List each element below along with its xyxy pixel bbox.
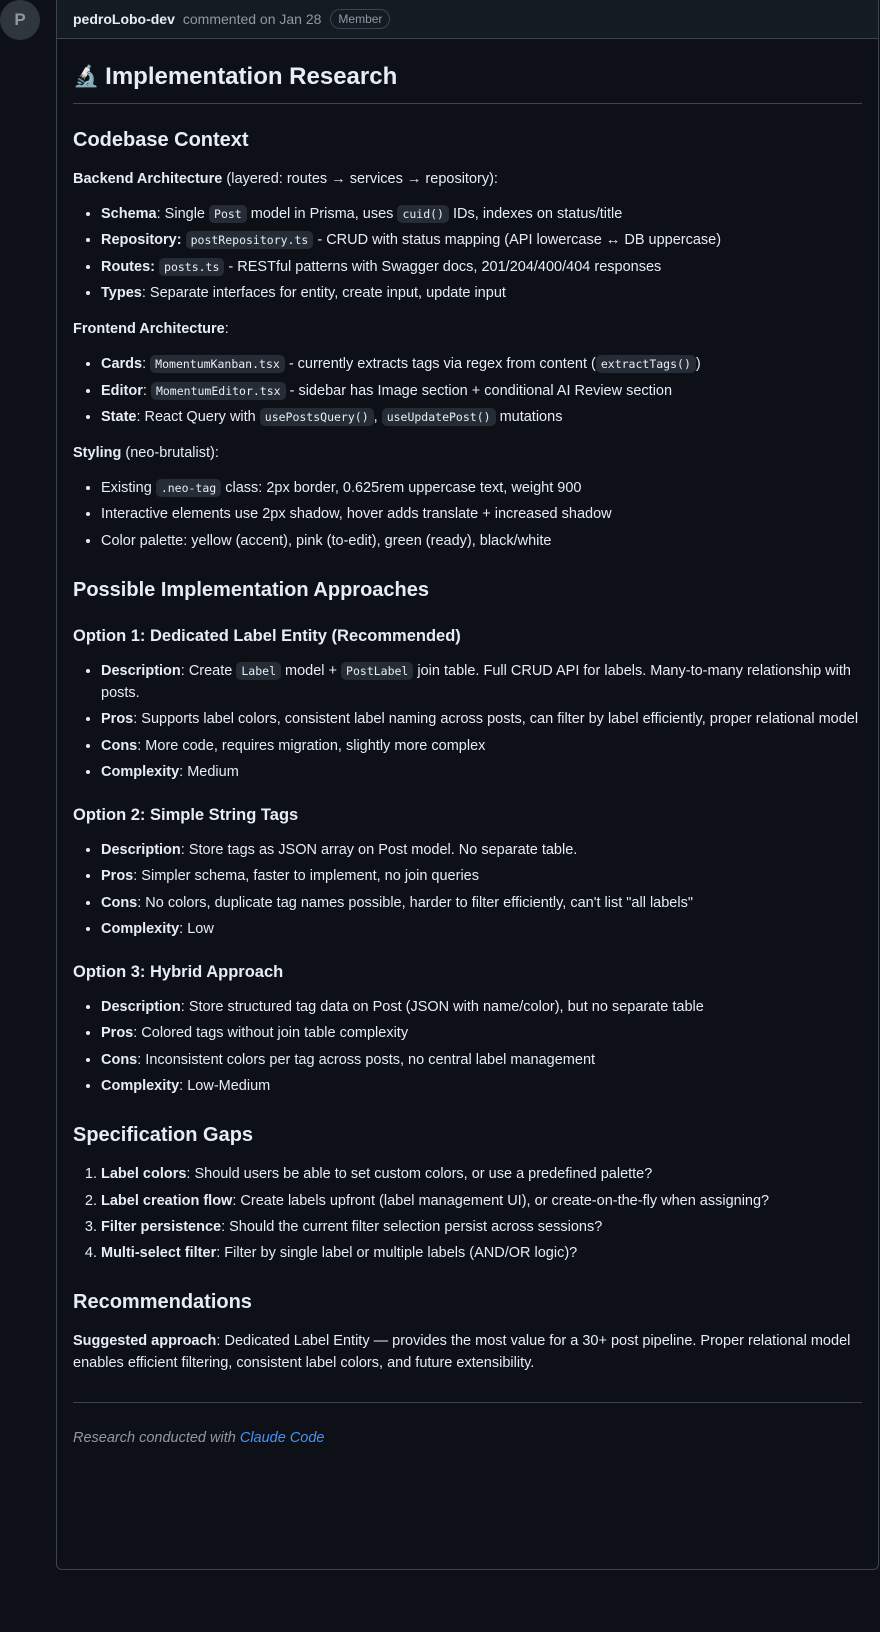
list-item	[101, 353, 862, 375]
item-text: : No colors, duplicate tag names possible, harder to filter efficiently, can't list "all labels"	[137, 894, 693, 911]
item-term: Repository:	[101, 232, 182, 249]
item-text: : Single	[156, 206, 210, 222]
item-text: Existing	[101, 479, 156, 496]
backend-label: Backend Architecture	[73, 171, 223, 187]
list-item	[101, 708, 862, 730]
item-text: : Store structured tag data on Post (JSON with name/color), but no separate table	[180, 999, 704, 1016]
backend-list	[73, 203, 862, 304]
item-term: Filter persistence	[101, 1219, 222, 1236]
item-text: : Low-Medium	[179, 1078, 271, 1095]
item-text: : Supports label colors, consistent label naming across posts, can filter by label efficiently, proper relational model	[133, 711, 859, 728]
item-text: class: 2px border, 0.625rem uppercase text, weight 900	[221, 479, 582, 496]
item-term: Cons	[101, 1051, 138, 1068]
list-item	[101, 918, 862, 940]
footer-note	[73, 1427, 862, 1449]
item-term: Description	[101, 999, 181, 1016]
item-text	[182, 232, 186, 248]
author-avatar[interactable]	[0, 0, 40, 40]
list-item	[101, 660, 862, 704]
inline-code: PostLabel	[341, 662, 413, 680]
item-text: IDs, indexes on status/title	[448, 206, 623, 222]
item-term: Multi-select filter	[101, 1245, 217, 1262]
member-badge: Member	[330, 9, 390, 29]
list-item	[101, 282, 862, 304]
gaps-heading: Specification Gaps	[73, 1124, 254, 1147]
gaps-list	[73, 1163, 862, 1264]
frontend-label: Frontend Architecture	[73, 321, 225, 338]
item-term: Label creation flow	[101, 1192, 233, 1209]
list-item	[101, 1049, 862, 1071]
divider	[73, 1402, 862, 1403]
claude-code-link[interactable]: Claude Code	[239, 1430, 325, 1447]
item-term: Description	[101, 841, 181, 858]
item-term: Pros	[101, 711, 134, 728]
list-item	[101, 503, 862, 525]
microscope-icon: 🔬	[73, 65, 100, 88]
item-text: : Create	[180, 662, 237, 679]
item-text: : Store tags as JSON array on Post model. No separate table.	[180, 841, 578, 858]
comment-header	[57, 0, 878, 39]
item-text: join table. Full CRUD API for labels. Many-to-many relationship with posts.	[101, 662, 851, 701]
page-title-text: Implementation Research	[105, 63, 398, 90]
list-item	[101, 865, 862, 887]
styling-suffix: (neo-brutalist):	[121, 444, 219, 461]
inline-code: .neo-tag	[156, 479, 221, 497]
item-text: - RESTful patterns with Swagger docs, 201/204/400/404 responses	[224, 258, 662, 275]
list-item	[101, 530, 862, 552]
item-term: Pros	[101, 868, 134, 885]
recommendation-body: : Dedicated Label Entity — provides the most value for a 30+ post pipeline. Proper relational model enables efficient filtering, consistent label colors, and future extensibility.	[73, 1333, 851, 1372]
inline-code: Label	[236, 662, 281, 680]
backend-intro	[73, 168, 862, 190]
recommendation-label: Suggested approach	[73, 1333, 217, 1350]
item-text: - currently extracts tags via regex from content (	[284, 356, 596, 373]
inline-code: MomentumEditor.tsx	[151, 382, 286, 400]
list-item	[101, 996, 862, 1018]
frontend-suffix: :	[224, 321, 229, 338]
item-text: : Simpler schema, faster to implement, no join queries	[133, 868, 479, 885]
page-title	[73, 61, 862, 104]
inline-code: MomentumKanban.tsx	[150, 355, 285, 373]
item-text: : Filter by single label or multiple labels (AND/OR logic)?	[216, 1245, 578, 1262]
option-2-heading: Option 2: Simple String Tags	[73, 805, 299, 824]
list-item	[101, 406, 862, 428]
styling-label: Styling	[73, 444, 122, 461]
inline-code: Post	[209, 205, 247, 223]
item-term: Pros	[101, 1025, 134, 1042]
item-text: :	[142, 382, 151, 399]
option-1-heading: Option 1: Dedicated Label Entity (Recommended)	[73, 626, 461, 645]
item-text: : Create labels upfront (label management UI), or create-on-the-fly when assigning?	[232, 1192, 770, 1209]
item-text: Interactive elements use 2px shadow, hover adds translate + increased shadow	[101, 506, 612, 523]
avatar-initial: P	[14, 10, 26, 29]
list-item	[101, 1163, 862, 1185]
author-link[interactable]: pedroLobo-dev	[73, 11, 175, 27]
list-item	[101, 256, 862, 278]
option-3-heading: Option 3: Hybrid Approach	[73, 963, 284, 982]
item-text: - sidebar has Image section + conditional AI Review section	[285, 382, 673, 399]
recommendations-heading: Recommendations	[73, 1291, 252, 1314]
codebase-heading: Codebase Context	[73, 129, 249, 151]
list-item	[101, 735, 862, 757]
inline-code: postRepository.ts	[186, 231, 314, 249]
list-item	[101, 1242, 862, 1264]
styling-list	[73, 477, 862, 552]
list-item	[101, 1022, 862, 1044]
item-term: Complexity	[101, 763, 180, 780]
option-1-list	[73, 660, 862, 783]
list-item	[101, 380, 862, 402]
item-text: - CRUD with status mapping (API lowercase ↔ DB uppercase)	[313, 232, 722, 249]
item-term: Schema	[101, 206, 157, 222]
item-text: : React Query with	[136, 408, 260, 425]
item-term: Cards	[101, 356, 143, 373]
footer-prefix: Research conducted with	[73, 1430, 240, 1447]
frontend-list	[73, 353, 862, 428]
item-term: Types	[101, 285, 142, 302]
recommendation-text	[73, 1330, 862, 1374]
list-item	[101, 1190, 862, 1212]
item-text: : Should the current filter selection persist across sessions?	[221, 1219, 603, 1236]
item-text: : Inconsistent colors per tag across posts, no central label management	[137, 1051, 596, 1068]
inline-code: posts.ts	[159, 258, 224, 276]
item-text: : Low	[179, 921, 214, 938]
item-term: Label colors	[101, 1166, 187, 1183]
item-text: Color palette: yellow (accent), pink (to-edit), green (ready), black/white	[101, 532, 552, 549]
item-text: : More code, requires migration, slightly more complex	[137, 737, 486, 754]
item-text: : Separate interfaces for entity, create input, update input	[141, 285, 506, 302]
item-term: State	[101, 408, 137, 425]
option-2-list	[73, 839, 862, 940]
list-item	[101, 839, 862, 861]
styling-intro	[73, 442, 862, 464]
comment-timestamp[interactable]: commented on Jan 28	[182, 11, 322, 27]
list-item	[101, 477, 862, 499]
inline-code: usePostsQuery()	[260, 408, 374, 426]
inline-code: cuid()	[397, 205, 449, 223]
approaches-heading: Possible Implementation Approaches	[73, 578, 430, 601]
list-item	[101, 1075, 862, 1097]
item-term: Description	[101, 662, 181, 679]
list-item	[101, 1216, 862, 1238]
option-3-list	[73, 996, 862, 1097]
item-text: : Medium	[179, 763, 239, 780]
item-term: Cons	[101, 737, 138, 754]
item-term: Cons	[101, 894, 138, 911]
list-item	[101, 229, 862, 251]
item-term: Editor	[101, 382, 143, 399]
item-text: :	[142, 356, 151, 373]
inline-code: useUpdatePost()	[382, 408, 496, 426]
comment-box	[56, 0, 879, 1570]
item-text: : Colored tags without join table complexity	[133, 1025, 409, 1042]
frontend-intro	[73, 318, 862, 340]
item-term: Complexity	[101, 921, 180, 938]
item-text: )	[695, 356, 701, 373]
list-item	[101, 761, 862, 783]
item-text: model +	[281, 662, 342, 679]
list-item	[101, 203, 862, 225]
item-text: : Should users be able to set custom colors, or use a predefined palette?	[186, 1166, 653, 1183]
item-text: ,	[373, 408, 382, 425]
backend-suffix: (layered: routes → services → repository):	[222, 171, 498, 187]
inline-code: extractTags()	[596, 355, 696, 373]
item-text: mutations	[495, 408, 563, 425]
item-text: model in Prisma, uses	[246, 206, 398, 222]
list-item	[101, 892, 862, 914]
item-term: Complexity	[101, 1078, 180, 1095]
item-term: Routes:	[101, 258, 155, 275]
comment-body	[57, 39, 878, 1449]
